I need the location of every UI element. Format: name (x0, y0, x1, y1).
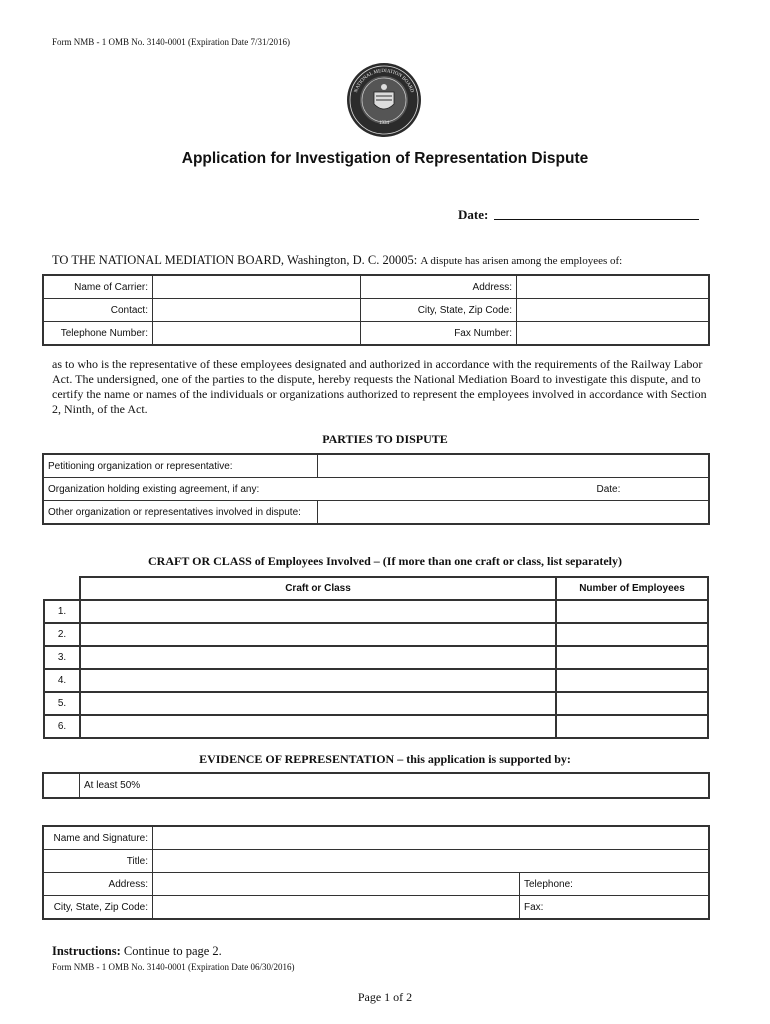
fax-label: Fax: (524, 901, 544, 913)
employee-count-field[interactable] (556, 623, 708, 646)
carrier-name-field[interactable] (153, 276, 361, 299)
employee-count-field[interactable] (556, 646, 708, 669)
carrier-city-field[interactable] (517, 299, 709, 322)
employee-count-field[interactable] (556, 669, 708, 692)
name-signature-field[interactable] (153, 827, 709, 850)
craft-field[interactable] (80, 646, 556, 669)
holding-label: Organization holding existing agreement, if any: (48, 483, 260, 495)
employee-count-field[interactable] (556, 715, 708, 738)
date-blank-field[interactable] (494, 207, 699, 220)
city-state-zip-field[interactable] (153, 896, 520, 919)
craft-row-number: 6. (44, 715, 80, 738)
craft-row-number: 2. (44, 623, 80, 646)
instructions (52, 944, 222, 959)
parties-heading: PARTIES TO DISPUTE (322, 432, 448, 446)
craft-table (43, 576, 709, 739)
other-org-field[interactable] (318, 501, 709, 524)
evidence-heading: EVIDENCE OF REPRESENTATION – this application is supported by: (199, 752, 571, 766)
city-state-zip-label: City, State, Zip Code: (44, 896, 153, 919)
signature-table (43, 826, 709, 919)
craft-col-header: Craft or Class (80, 577, 556, 600)
craft-field[interactable] (80, 600, 556, 623)
craft-field[interactable] (80, 669, 556, 692)
number-col-header: Number of Employees (556, 577, 708, 600)
holding-agreement-row[interactable] (44, 478, 709, 501)
employee-count-field[interactable] (556, 692, 708, 715)
request-paragraph: as to who is the representative of these employees designated and authorized in accordance with the requirements of the Railway Labor Act. The undersigned, one of the parties to the dispute, hereby requests the National Mediation Board to investigate this dispute, and to certify the name or names of the individuals or organizations authorized to represent the employees involved in accordance with Section 2, Ninth, of the Act. (52, 357, 707, 416)
name-signature-label: Name and Signature: (44, 827, 153, 850)
address-label: Address: (44, 873, 153, 896)
craft-field[interactable] (80, 692, 556, 715)
fax-field[interactable] (520, 896, 709, 919)
to-line (52, 253, 622, 268)
employee-count-field[interactable] (556, 600, 708, 623)
craft-field[interactable] (80, 623, 556, 646)
parties-table (43, 454, 709, 524)
page-title: Application for Investigation of Representation Dispute (181, 150, 589, 167)
craft-row-number: 4. (44, 669, 80, 692)
craft-header-spacer (44, 577, 80, 600)
other-org-label: Other organization or representatives involved in dispute: (44, 501, 318, 524)
carrier-phone-field[interactable] (153, 322, 361, 345)
form-id-footer: Form NMB - 1 OMB No. 3140-0001 (Expiration Date 06/30/2016) (52, 962, 295, 972)
carrier-address-field[interactable] (517, 276, 709, 299)
date-label: Date: (458, 207, 489, 222)
carrier-fax-label: Fax Number: (361, 322, 517, 345)
seal-text: NATIONAL MEDIATION BOARD (354, 68, 414, 94)
craft-row-number: 3. (44, 646, 80, 669)
craft-heading: CRAFT OR CLASS of Employees Involved – (If more than one craft or class, list separately) (148, 554, 622, 568)
telephone-label: Telephone: (524, 878, 573, 890)
carrier-contact-label: Contact: (44, 299, 153, 322)
carrier-table (43, 275, 709, 345)
title-label: Title: (44, 850, 153, 873)
carrier-name-label: Name of Carrier: (44, 276, 153, 299)
carrier-phone-label: Telephone Number: (44, 322, 153, 345)
evidence-option-label: At least 50% (80, 774, 709, 798)
carrier-contact-field[interactable] (153, 299, 361, 322)
telephone-field[interactable] (520, 873, 709, 896)
evidence-table (43, 773, 709, 798)
craft-row-number: 5. (44, 692, 80, 715)
national-mediation-board-seal (346, 62, 422, 138)
petitioning-label: Petitioning organization or representative: (44, 455, 318, 478)
craft-field[interactable] (80, 715, 556, 738)
petitioning-field[interactable] (318, 455, 709, 478)
instructions-label: Instructions: (52, 944, 121, 958)
to-line-small: A dispute has arisen among the employees of: (420, 255, 623, 267)
to-line-main: TO THE NATIONAL MEDIATION BOARD, Washington, D. C. 20005: (52, 253, 418, 267)
carrier-fax-field[interactable] (517, 322, 709, 345)
form-id-header: Form NMB - 1 OMB No. 3140-0001 (Expiration Date 7/31/2016) (52, 37, 290, 47)
title-field[interactable] (153, 850, 709, 873)
holding-date-label: Date: (596, 483, 621, 495)
carrier-address-label: Address: (361, 276, 517, 299)
page-number: Page 1 of 2 (357, 990, 413, 1004)
address-field[interactable] (153, 873, 520, 896)
date-line (458, 207, 699, 223)
seal-year: 1934 (379, 121, 389, 126)
instructions-text: Continue to page 2. (123, 944, 222, 958)
carrier-city-label: City, State, Zip Code: (361, 299, 517, 322)
evidence-checkbox[interactable] (44, 774, 80, 798)
craft-row-number: 1. (44, 600, 80, 623)
